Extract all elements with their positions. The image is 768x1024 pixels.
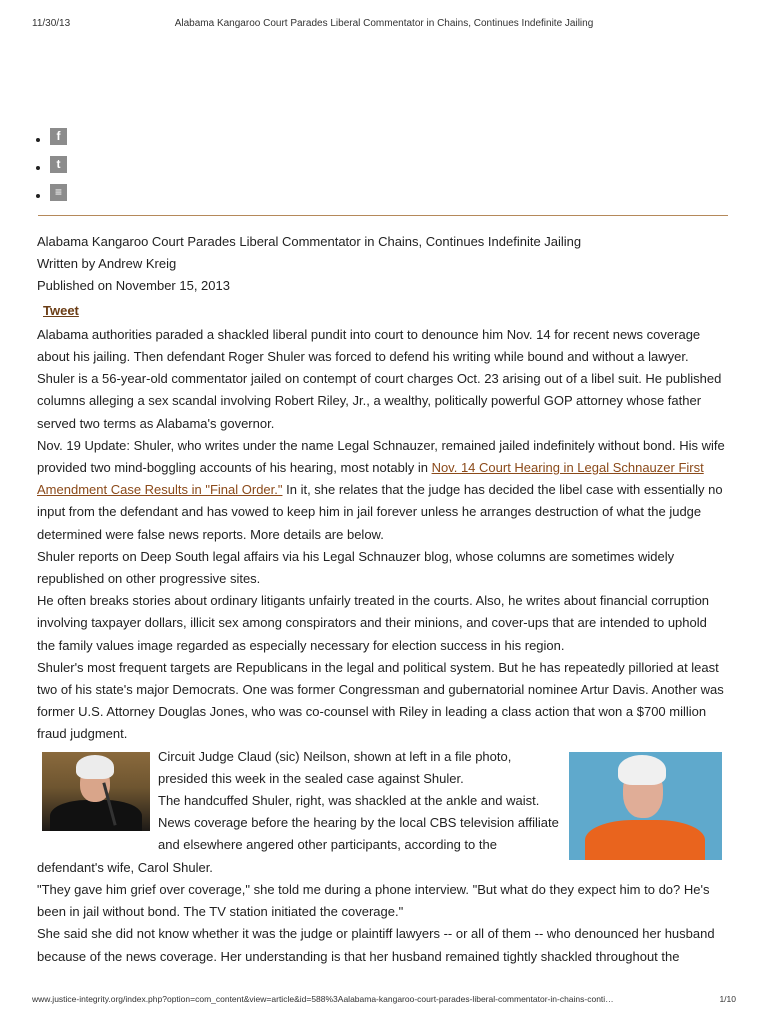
paragraph-1: Alabama authorities paraded a shackled liberal pundit into court to denounce him Nov. 14 for recent news coverage about his jailing. Then defendant Roger Shuler was forced to defend his writing while bound and without a lawyer. Shuler is a 56-year-old commentator jailed on contempt of court charges Oct. 23 arising out of a libel suit. He published columns alleging a sex scandal involving Robert Riley, Jr., a wealthy, politically powerful GOP attorney whose father served two terms as Alabama's governor. [37, 326, 722, 431]
judge-hair-shape [76, 755, 114, 779]
shuler-hair-shape [618, 755, 666, 785]
social-item-twitter [36, 156, 67, 184]
print-header [32, 18, 736, 32]
twitter-icon[interactable]: t [50, 156, 67, 173]
social-item-rss [36, 184, 67, 212]
facebook-icon[interactable]: f [50, 128, 67, 145]
shuler-photo [569, 752, 722, 860]
paragraph-2 [37, 435, 727, 546]
paragraph-2-text: Nov. 19 Update: Shuler, who writes under the name Legal Schnauzer, remained jailed indefinitely without bond. His wife provided two mind-boggling accounts of his hearing, most notably in [37, 437, 725, 476]
article-body [37, 231, 727, 968]
print-url: www.justice-integrity.org/index.php?option=com_content&view=article&id=588%3Aalabama-kangaroo-court-parades-liberal-commentator-in-chains-conti… [32, 994, 614, 1004]
page-number: 1/10 [719, 994, 736, 1004]
paragraph-8: "They gave him grief over coverage," she told me during a phone interview. "But what do they expect him to do? He's been in jail without bond. The TV station initiated the coverage." [37, 881, 710, 920]
paragraph-9: She said she did not know whether it was the judge or plaintiff lawyers -- or all of them -- who denounced her husband because of the news coverage. Her understanding is that her husband remained tightly shackled throughout the [37, 926, 715, 964]
print-title: Alabama Kangaroo Court Parades Liberal Commentator in Chains, Continues Indefinite Jailing [174, 18, 594, 29]
article-published-date: Published on November 15, 2013 [37, 278, 230, 294]
court-hearing-link[interactable]: Nov. 14 Court Hearing in Legal Schnauzer First Amendment Case Results in "Final Order." [37, 460, 704, 498]
tweet-button[interactable]: Tweet [43, 302, 79, 318]
print-footer [32, 994, 736, 1006]
rss-icon[interactable]: ≡ [50, 184, 67, 201]
paragraph-4: He often breaks stories about ordinary litigants unfairly treated in the courts. Also, he writes about financial corruption involving taxpayer dollars, illicit sex among conspirators and their minions, and cover-ups that are intended to uphold the family values image regarded as especially necessary for election success in his region. [37, 593, 710, 653]
judge-photo [42, 752, 150, 831]
paragraph-7: The handcuffed Shuler, right, was shackled at the ankle and waist. News coverage before the hearing by the local CBS television affiliate and elsewhere angered other participants, according to the defendant's wife, Carol Shuler. [37, 793, 559, 875]
social-share-list [36, 128, 67, 212]
article-title: Alabama Kangaroo Court Parades Liberal Commentator in Chains, Continues Indefinite Jailing [37, 234, 582, 249]
paragraph-2-text-cont: In it, she relates that the judge has decided the libel case with essentially no input from the defendant and has vowed to keep him in jail forever unless he arranges destruction of what the judge determined were false news reports. More details are below. [37, 482, 723, 542]
print-date: 11/30/13 [32, 18, 71, 29]
article-byline: Written by Andrew Kreig [37, 256, 177, 272]
social-item-facebook [36, 128, 67, 156]
paragraph-3: Shuler reports on Deep South legal affairs via his Legal Schnauzer blog, whose columns are sometimes widely republished on other progressive sites. [37, 548, 675, 587]
judge-robe-shape [50, 800, 142, 831]
header-divider [38, 215, 728, 216]
paragraph-5: Shuler's most frequent targets are Republicans in the legal and political system. But he has repeatedly pilloried at least two of his state's major Democrats. One was former Congressman and gubernatorial nominee Artur Davis. Another was former U.S. Attorney Douglas Jones, who was co-counsel with Riley in leading a class action that won a $700 million fraud judgment. [37, 659, 724, 742]
paragraph-6: Circuit Judge Claud (sic) Neilson, shown at left in a file photo, presided this week in the sealed case against Shuler. [158, 748, 512, 786]
shuler-shirt-shape [585, 820, 705, 860]
